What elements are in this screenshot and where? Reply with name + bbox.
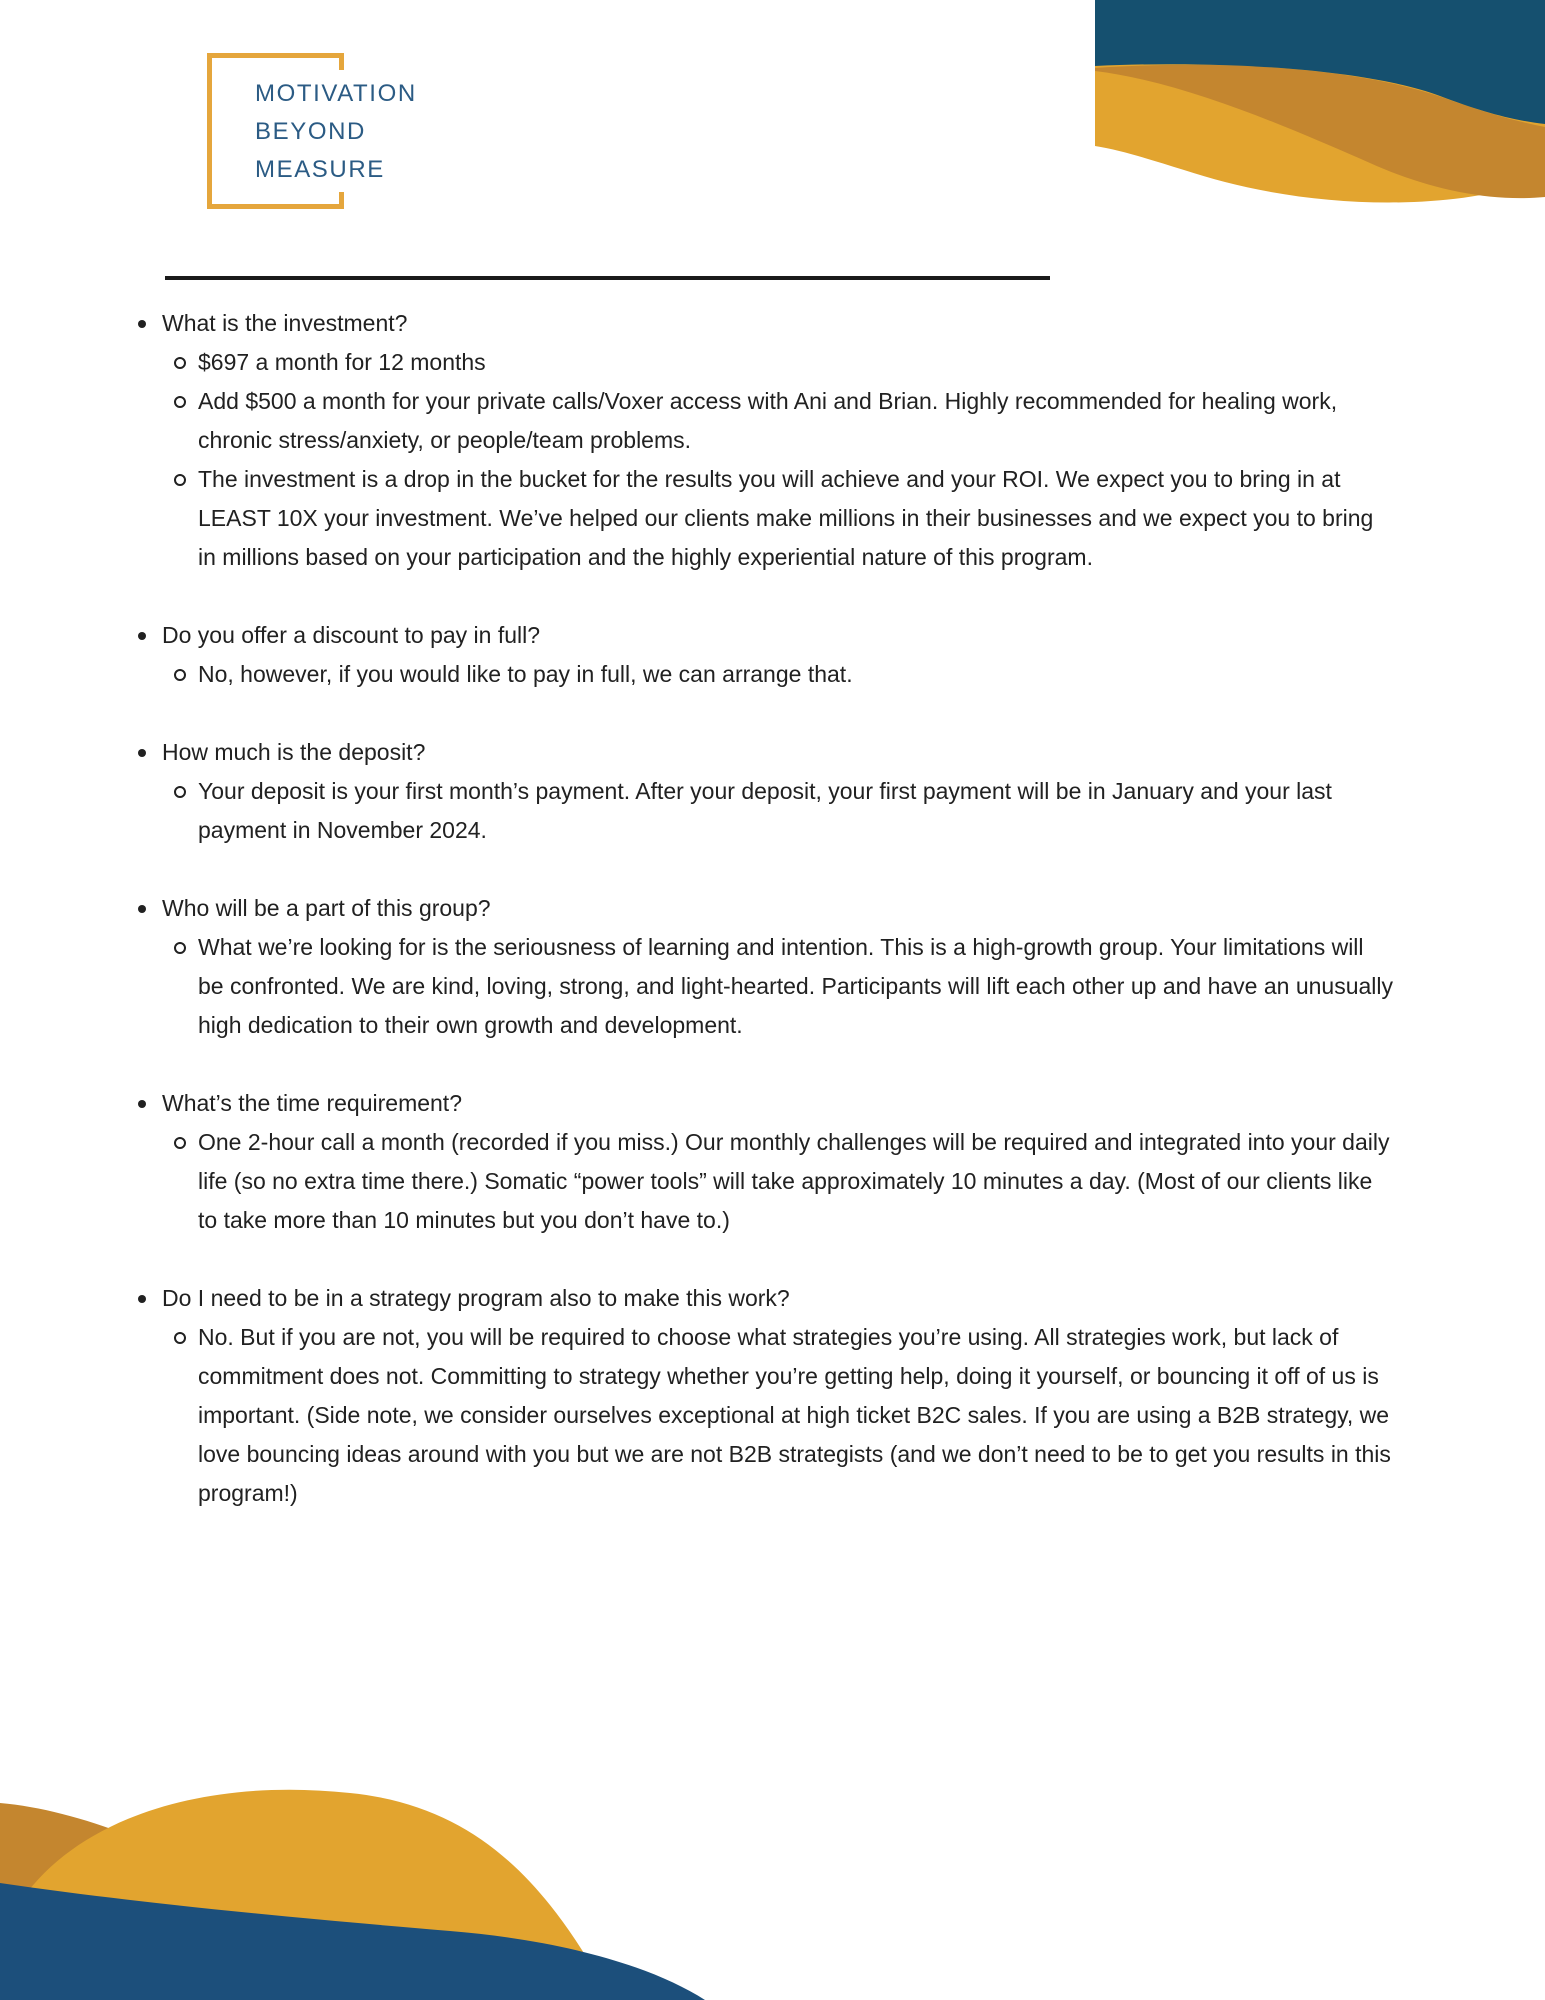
ochre-wave-shape (1095, 65, 1545, 198)
logo-text-line: MEASURE (255, 156, 385, 183)
bullet-disc-icon (138, 1100, 146, 1108)
gold-wave-shape (1095, 61, 1545, 202)
bullet-disc-icon (138, 749, 146, 757)
faq-list (0, 304, 1545, 1552)
corner-wave-top-right-decoration (1095, 0, 1545, 215)
logo-wordmark (255, 75, 417, 189)
corner-wave-bottom-left-decoration (0, 1785, 750, 2000)
faq-question-row (0, 733, 1545, 772)
bullet-disc-icon (138, 320, 146, 328)
navy-wave-shape (1095, 0, 1545, 124)
faq-question: How much is the deposit? (162, 739, 426, 765)
faq-item (0, 1084, 1545, 1240)
faq-item (0, 1279, 1545, 1513)
bullet-circle-icon (174, 942, 186, 954)
divider-rule (165, 276, 1050, 280)
faq-answer-row (0, 772, 1545, 850)
faq-question-row (0, 1279, 1545, 1318)
logo (207, 53, 507, 223)
faq-answer-row (0, 1123, 1545, 1240)
faq-question-row (0, 889, 1545, 928)
faq-question: What is the investment? (162, 310, 408, 336)
faq-question: Do I need to be in a strategy program also to make this work? (162, 1285, 790, 1311)
faq-question-row (0, 616, 1545, 655)
faq-answer: What we’re looking for is the seriousness of learning and intention. This is a high-growth group. Your limitations will be confronted. We are kind, loving, strong, and light-hearted. Participants will lift each other up and have an unusually high dedication to their own growth and development. (198, 934, 1394, 1038)
bullet-circle-icon (174, 474, 186, 486)
bullet-circle-icon (174, 357, 186, 369)
faq-answer: Add $500 a month for your private calls/Voxer access with Ani and Brian. Highly recommended for healing work, chronic stress/anxiety, or people/team problems. (198, 388, 1338, 453)
bullet-circle-icon (174, 669, 186, 681)
logo-text-line: BEYOND (255, 118, 366, 145)
faq-answer-row (0, 655, 1545, 694)
faq-answer: One 2-hour call a month (recorded if you miss.) Our monthly challenges will be required and integrated into your daily life (so no extra time there.) Somatic “power tools” will take approximately 10 minutes a day. (Most of our clients like to take more than 10 minutes but you don’t have to.) (198, 1129, 1390, 1233)
bullet-circle-icon (174, 1137, 186, 1149)
faq-answer: No, however, if you would like to pay in full, we can arrange that. (198, 661, 853, 687)
faq-question-row (0, 304, 1545, 343)
faq-answer-row (0, 1318, 1545, 1513)
faq-item (0, 304, 1545, 577)
gold-hill-shape (15, 1790, 610, 2000)
faq-answer-row (0, 382, 1545, 460)
faq-answer-row (0, 343, 1545, 382)
logo-text-line: MOTIVATION (255, 80, 417, 107)
faq-question-row (0, 1084, 1545, 1123)
faq-item (0, 616, 1545, 694)
bullet-circle-icon (174, 1332, 186, 1344)
faq-answer-row (0, 460, 1545, 577)
faq-item (0, 733, 1545, 850)
bullet-circle-icon (174, 786, 186, 798)
faq-item (0, 889, 1545, 1045)
navy-wave-shape (0, 1883, 705, 2000)
faq-question: Who will be a part of this group? (162, 895, 491, 921)
bullet-disc-icon (138, 905, 146, 913)
faq-answer: The investment is a drop in the bucket for the results you will achieve and your ROI. We expect you to bring in at LEAST 10X your investment. We’ve helped our clients make millions in their businesses and we expect you to bring in millions based on your participation and the highly experiential nature of this program. (198, 466, 1374, 570)
faq-answer-row (0, 928, 1545, 1045)
faq-answer: Your deposit is your first month’s payment. After your deposit, your first payment will be in January and your last payment in November 2024. (198, 778, 1332, 843)
faq-answer: $697 a month for 12 months (198, 349, 486, 375)
bullet-circle-icon (174, 396, 186, 408)
ochre-wave-shape (0, 1803, 430, 2000)
faq-question: What’s the time requirement? (162, 1090, 462, 1116)
bullet-disc-icon (138, 1295, 146, 1303)
bullet-disc-icon (138, 632, 146, 640)
faq-answer: No. But if you are not, you will be required to choose what strategies you’re using. All strategies work, but lack of commitment does not. Committing to strategy whether you’re getting help, doing it yourself, or bouncing it off of us is important. (Side note, we consider ourselves exceptional at high ticket B2C sales. If you are using a B2B strategy, we love bouncing ideas around with you but we are not B2B strategists (and we don’t need to be to get you results in this program!) (198, 1324, 1391, 1506)
faq-question: Do you offer a discount to pay in full? (162, 622, 541, 648)
